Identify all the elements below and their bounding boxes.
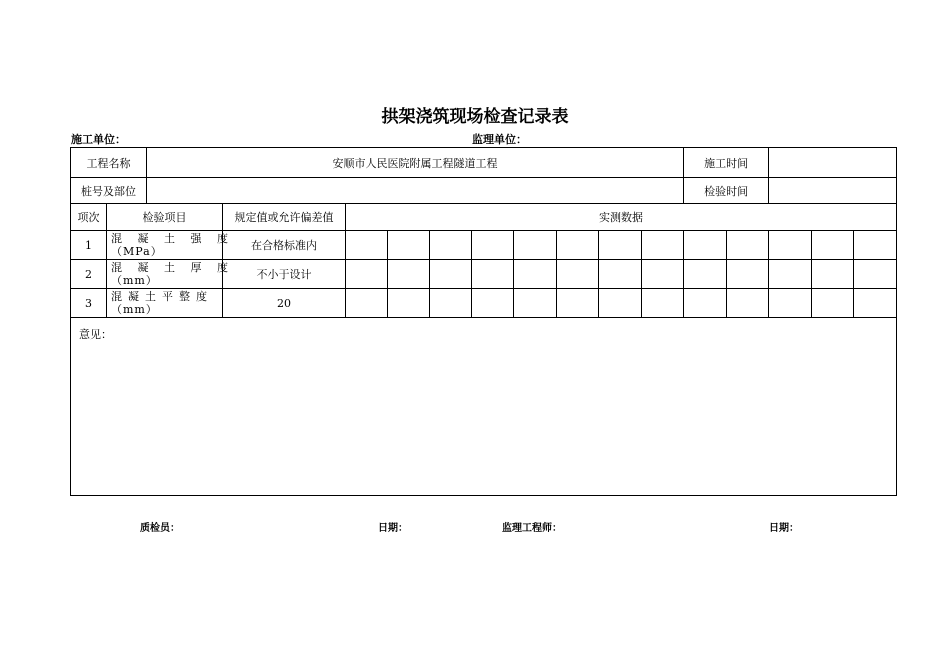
construction-time-value[interactable] bbox=[769, 148, 897, 178]
measured-cell[interactable] bbox=[684, 289, 727, 318]
header-measured-data: 实测数据 bbox=[346, 204, 897, 231]
construction-unit-label: 施工单位： bbox=[71, 133, 126, 146]
measured-cell[interactable] bbox=[514, 260, 557, 289]
measured-cell[interactable] bbox=[346, 231, 388, 260]
measured-cell[interactable] bbox=[812, 260, 854, 289]
item-name: 混凝土平整度 bbox=[111, 290, 213, 303]
supervisor-label: 监理工程师： bbox=[502, 523, 562, 534]
row-item bbox=[107, 289, 223, 318]
measured-cell[interactable] bbox=[388, 260, 430, 289]
measured-cell[interactable] bbox=[472, 260, 514, 289]
measured-cell[interactable] bbox=[769, 260, 812, 289]
row-no: 3 bbox=[71, 289, 107, 318]
table-row bbox=[71, 231, 897, 260]
measured-cell[interactable] bbox=[430, 260, 472, 289]
measured-cell[interactable] bbox=[430, 289, 472, 318]
measured-cell[interactable] bbox=[557, 289, 599, 318]
measured-cell[interactable] bbox=[812, 289, 854, 318]
measured-cell[interactable] bbox=[346, 260, 388, 289]
measured-cell[interactable] bbox=[430, 231, 472, 260]
measured-cell[interactable] bbox=[599, 260, 642, 289]
measured-cell[interactable] bbox=[854, 289, 897, 318]
measured-cell[interactable] bbox=[642, 260, 684, 289]
row-spec: 在合格标准内 bbox=[223, 231, 346, 260]
inspector-label: 质检员： bbox=[140, 523, 180, 534]
measured-cell[interactable] bbox=[854, 231, 897, 260]
measured-cell[interactable] bbox=[812, 231, 854, 260]
inspection-record-table bbox=[70, 147, 897, 496]
item-name: 混 凝 土 厚 度 bbox=[111, 261, 234, 274]
measured-cell[interactable] bbox=[514, 231, 557, 260]
measured-cell[interactable] bbox=[599, 289, 642, 318]
date-label-2: 日期： bbox=[769, 523, 799, 534]
supervision-unit-label: 监理单位： bbox=[472, 133, 527, 146]
table-row bbox=[71, 260, 897, 289]
measured-cell[interactable] bbox=[642, 231, 684, 260]
row-item bbox=[107, 231, 234, 260]
station-label: 桩号及部位 bbox=[71, 178, 147, 204]
measured-cell[interactable] bbox=[727, 289, 769, 318]
construction-time-label: 施工时间 bbox=[684, 148, 769, 178]
measured-cell[interactable] bbox=[769, 289, 812, 318]
row-no: 1 bbox=[71, 231, 107, 260]
measured-cell[interactable] bbox=[472, 289, 514, 318]
measured-cell[interactable] bbox=[727, 260, 769, 289]
measured-cell[interactable] bbox=[557, 231, 599, 260]
inspection-time-label: 检验时间 bbox=[684, 178, 769, 204]
item-unit: （mm） bbox=[111, 303, 158, 316]
header-item: 检验项目 bbox=[107, 204, 223, 231]
station-value[interactable] bbox=[147, 178, 684, 204]
measured-cell[interactable] bbox=[346, 289, 388, 318]
project-name-label: 工程名称 bbox=[71, 148, 147, 178]
row-no: 2 bbox=[71, 260, 107, 289]
form-title: 拱架浇筑现场检查记录表 bbox=[381, 107, 569, 127]
measured-cell[interactable] bbox=[854, 260, 897, 289]
measured-cell[interactable] bbox=[388, 231, 430, 260]
project-name-value[interactable]: 安顺市人民医院附属工程隧道工程 bbox=[147, 148, 684, 178]
remarks-label: 意见： bbox=[79, 328, 112, 341]
row-spec: 20 bbox=[223, 289, 346, 318]
item-unit: （MPa） bbox=[111, 245, 163, 258]
measured-cell[interactable] bbox=[472, 231, 514, 260]
measured-cell[interactable] bbox=[599, 231, 642, 260]
row-spec: 不小于设计 bbox=[223, 260, 346, 289]
item-name: 混 凝 土 强 度 bbox=[111, 232, 234, 245]
measured-cell[interactable] bbox=[388, 289, 430, 318]
measured-cell[interactable] bbox=[642, 289, 684, 318]
date-label-1: 日期： bbox=[378, 523, 408, 534]
measured-cell[interactable] bbox=[769, 231, 812, 260]
measured-cell[interactable] bbox=[684, 260, 727, 289]
measured-cell[interactable] bbox=[557, 260, 599, 289]
measured-cell[interactable] bbox=[727, 231, 769, 260]
row-item bbox=[107, 260, 234, 289]
measured-cell[interactable] bbox=[684, 231, 727, 260]
measured-cell[interactable] bbox=[514, 289, 557, 318]
header-spec: 规定值或允许偏差值 bbox=[223, 204, 346, 231]
remarks-area[interactable] bbox=[71, 318, 897, 496]
inspection-time-value[interactable] bbox=[769, 178, 897, 204]
item-unit: （mm） bbox=[111, 274, 158, 287]
header-no: 项次 bbox=[71, 204, 107, 231]
table-row bbox=[71, 289, 897, 318]
